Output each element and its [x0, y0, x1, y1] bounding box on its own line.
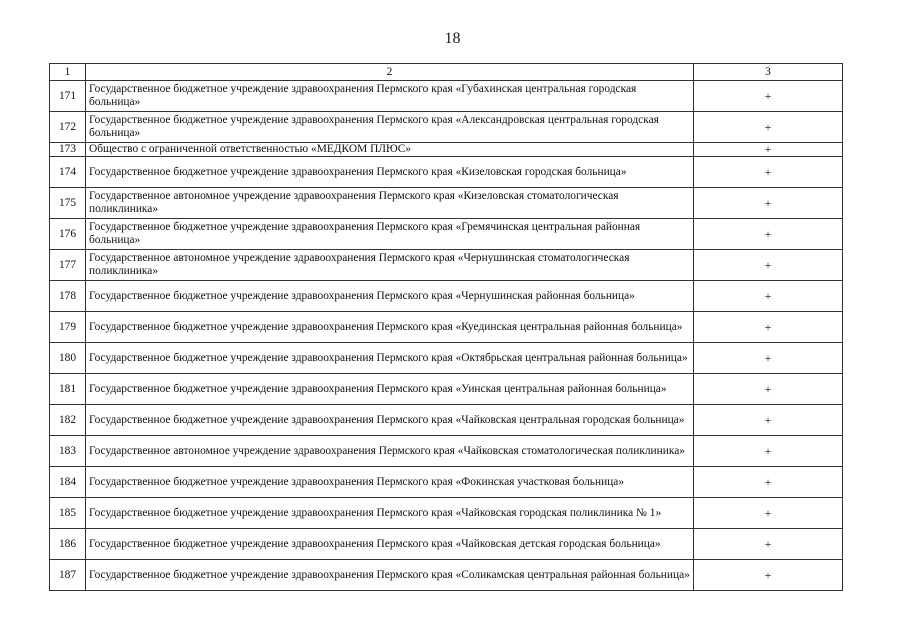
registry-table [49, 63, 843, 591]
mark-cell: + [694, 560, 843, 591]
row-number-cell: 180 [50, 343, 86, 374]
mark-cell: + [694, 219, 843, 250]
institution-name-cell: Государственное бюджетное учреждение здравоохранения Пермского края «Губахинская центральная городская больница» [86, 81, 694, 112]
row-number-cell: 177 [50, 250, 86, 281]
mark-cell: + [694, 188, 843, 219]
institution-name-cell: Государственное автономное учреждение здравоохранения Пермского края «Чернушинская стоматологическая поликлиника» [86, 250, 694, 281]
institution-name-cell: Государственное бюджетное учреждение здравоохранения Пермского края «Чайковская детская городская больница» [86, 529, 694, 560]
mark-cell: + [694, 250, 843, 281]
table-body [50, 81, 843, 591]
column-header-mark: 3 [694, 64, 843, 81]
table-row [50, 188, 843, 219]
mark-cell: + [694, 281, 843, 312]
row-number-cell: 171 [50, 81, 86, 112]
column-header-name: 2 [86, 64, 694, 81]
page-number: 18 [444, 30, 461, 47]
table-row [50, 467, 843, 498]
institution-name-cell: Общество с ограниченной ответственностью «МЕДКОМ ПЛЮС» [86, 143, 694, 157]
mark-cell: + [694, 405, 843, 436]
institution-name-cell: Государственное автономное учреждение здравоохранения Пермского края «Чайковская стоматологическая поликлиника» [86, 436, 694, 467]
row-number-cell: 181 [50, 374, 86, 405]
row-number-cell: 186 [50, 529, 86, 560]
row-number-cell: 173 [50, 143, 86, 157]
table-row [50, 112, 843, 143]
table-row [50, 281, 843, 312]
table-row [50, 312, 843, 343]
institution-name-cell: Государственное бюджетное учреждение здравоохранения Пермского края «Чайковская городская поликлиника № 1» [86, 498, 694, 529]
row-number-cell: 182 [50, 405, 86, 436]
institution-name-cell: Государственное бюджетное учреждение здравоохранения Пермского края «Соликамская центральная районная больница» [86, 560, 694, 591]
table-row [50, 81, 843, 112]
institution-name-cell: Государственное бюджетное учреждение здравоохранения Пермского края «Гремячинская центральная районная больница» [86, 219, 694, 250]
mark-cell: + [694, 157, 843, 188]
table-row [50, 219, 843, 250]
table-row [50, 498, 843, 529]
row-number-cell: 183 [50, 436, 86, 467]
row-number-cell: 184 [50, 467, 86, 498]
row-number-cell: 185 [50, 498, 86, 529]
institution-name-cell: Государственное бюджетное учреждение здравоохранения Пермского края «Куединская центральная районная больница» [86, 312, 694, 343]
mark-cell: + [694, 81, 843, 112]
row-number-cell: 176 [50, 219, 86, 250]
table-row [50, 374, 843, 405]
institution-name-cell: Государственное бюджетное учреждение здравоохранения Пермского края «Александровская центральная городская больница» [86, 112, 694, 143]
institution-name-cell: Государственное бюджетное учреждение здравоохранения Пермского края «Октябрьская центральная районная больница» [86, 343, 694, 374]
mark-cell: + [694, 343, 843, 374]
institution-name-cell: Государственное бюджетное учреждение здравоохранения Пермского края «Кизеловская городская больница» [86, 157, 694, 188]
row-number-cell: 174 [50, 157, 86, 188]
mark-cell: + [694, 143, 843, 157]
institution-name-cell: Государственное бюджетное учреждение здравоохранения Пермского края «Чернушинская районная больница» [86, 281, 694, 312]
institution-name-cell: Государственное бюджетное учреждение здравоохранения Пермского края «Уинская центральная районная больница» [86, 374, 694, 405]
table-row [50, 143, 843, 157]
mark-cell: + [694, 374, 843, 405]
row-number-cell: 187 [50, 560, 86, 591]
institution-name-cell: Государственное бюджетное учреждение здравоохранения Пермского края «Фокинская участковая больница» [86, 467, 694, 498]
column-header-number: 1 [50, 64, 86, 81]
mark-cell: + [694, 498, 843, 529]
mark-cell: + [694, 467, 843, 498]
mark-cell: + [694, 436, 843, 467]
table-row [50, 343, 843, 374]
institution-name-cell: Государственное бюджетное учреждение здравоохранения Пермского края «Чайковская центральная городская больница» [86, 405, 694, 436]
institution-name-cell: Государственное автономное учреждение здравоохранения Пермского края «Кизеловская стоматологическая поликлиника» [86, 188, 694, 219]
header-row [50, 64, 843, 81]
mark-cell: + [694, 529, 843, 560]
mark-cell: + [694, 312, 843, 343]
row-number-cell: 178 [50, 281, 86, 312]
table-row [50, 157, 843, 188]
table-row [50, 529, 843, 560]
row-number-cell: 175 [50, 188, 86, 219]
mark-cell: + [694, 112, 843, 143]
table-row [50, 560, 843, 591]
table-row [50, 436, 843, 467]
table-row [50, 405, 843, 436]
row-number-cell: 172 [50, 112, 86, 143]
row-number-cell: 179 [50, 312, 86, 343]
table-row [50, 250, 843, 281]
